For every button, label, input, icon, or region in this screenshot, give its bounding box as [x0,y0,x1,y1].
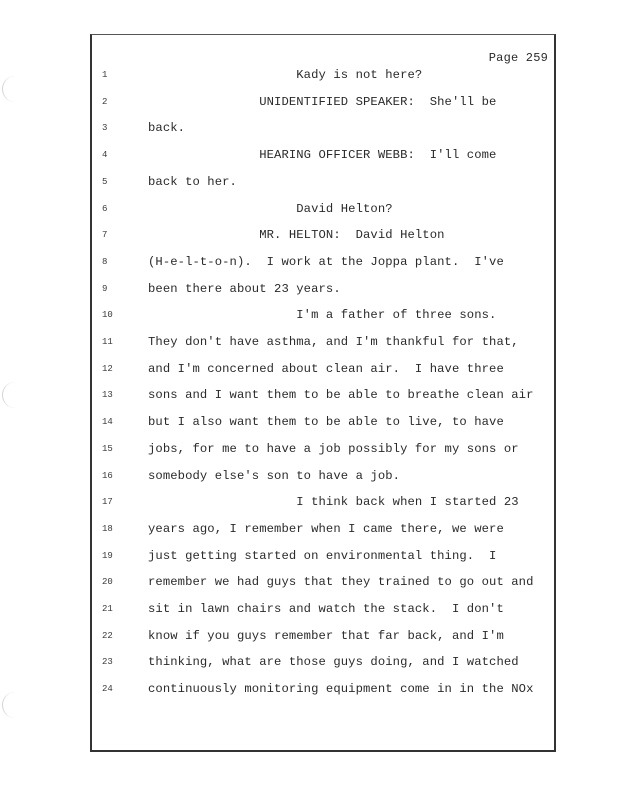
line-number: 6 [102,203,108,214]
line-number: 24 [102,684,113,695]
line-number: 12 [102,363,113,374]
transcript-line-text: years ago, I remember when I came there, we were [148,521,504,536]
transcript-line-text: They don't have asthma, and I'm thankful for that, [148,335,519,349]
transcript-line-text: I'm a father of three sons. [148,308,497,323]
punch-hole-middle [2,382,17,408]
transcript-line-text: been there about 23 years. [148,281,341,296]
transcript-line-text: somebody else's son to have a job. [148,468,401,483]
line-number: 3 [102,123,108,134]
line-number: 2 [102,96,108,107]
line-number: 5 [102,176,108,187]
line-number: 19 [102,550,113,561]
line-number: 20 [102,577,113,588]
transcript-line-text: remember we had guys that they trained to go out and [148,575,534,590]
line-number: 15 [102,443,113,454]
line-number: 23 [102,657,113,668]
punch-hole-bottom [2,692,17,718]
punch-hole-top [2,76,17,102]
line-number: 11 [102,337,113,347]
transcript-line-text: (H-e-l-t-o-n). I work at the Joppa plant. I've [148,254,504,269]
transcript-line-text: jobs, for me to have a job possibly for my sons or [148,441,519,456]
transcript-line-text: back. [148,121,186,136]
transcript-line-text: sons and I want them to be able to breathe clean air [148,388,534,403]
transcript-line-text: UNIDENTIFIED SPEAKER: She'll be [148,94,497,109]
transcript-line-text: David Helton? [148,201,393,216]
line-number: 8 [102,256,108,267]
line-number: 21 [102,604,113,614]
transcript-line-text: Kady is not here? [148,68,423,82]
line-number: 9 [102,283,108,294]
transcript-line-text: back to her. [148,174,237,189]
transcript-line-text: but I also want them to be able to live, to have [148,415,504,430]
transcript-line-text: continuously monitoring equipment come in in the NOx [148,682,534,697]
transcript-line-text: I think back when I started 23 [148,495,519,510]
line-number: 7 [102,230,108,241]
line-number: 22 [102,630,113,641]
transcript-line-text: thinking, what are those guys doing, and I watched [148,655,519,670]
transcript-line-text: MR. HELTON: David Helton [148,228,445,243]
transcript-line-text: know if you guys remember that far back, and I'm [148,628,504,643]
transcript-line-text: and I'm concerned about clean air. I have three [148,361,504,376]
transcript-line-text: just getting started on environmental thing. I [148,548,497,563]
line-number: 18 [102,523,113,534]
line-number: 1 [102,70,108,80]
transcript-line-text: sit in lawn chairs and watch the stack. I don't [148,602,504,616]
line-number: 16 [102,470,113,481]
line-number: 4 [102,150,108,161]
line-number: 13 [102,390,113,401]
line-number: 10 [102,310,113,321]
page-number: Page 259 [488,51,548,65]
transcript-line-text: HEARING OFFICER WEBB: I'll come [148,148,497,163]
line-number: 17 [102,497,113,508]
line-number: 14 [102,417,113,428]
